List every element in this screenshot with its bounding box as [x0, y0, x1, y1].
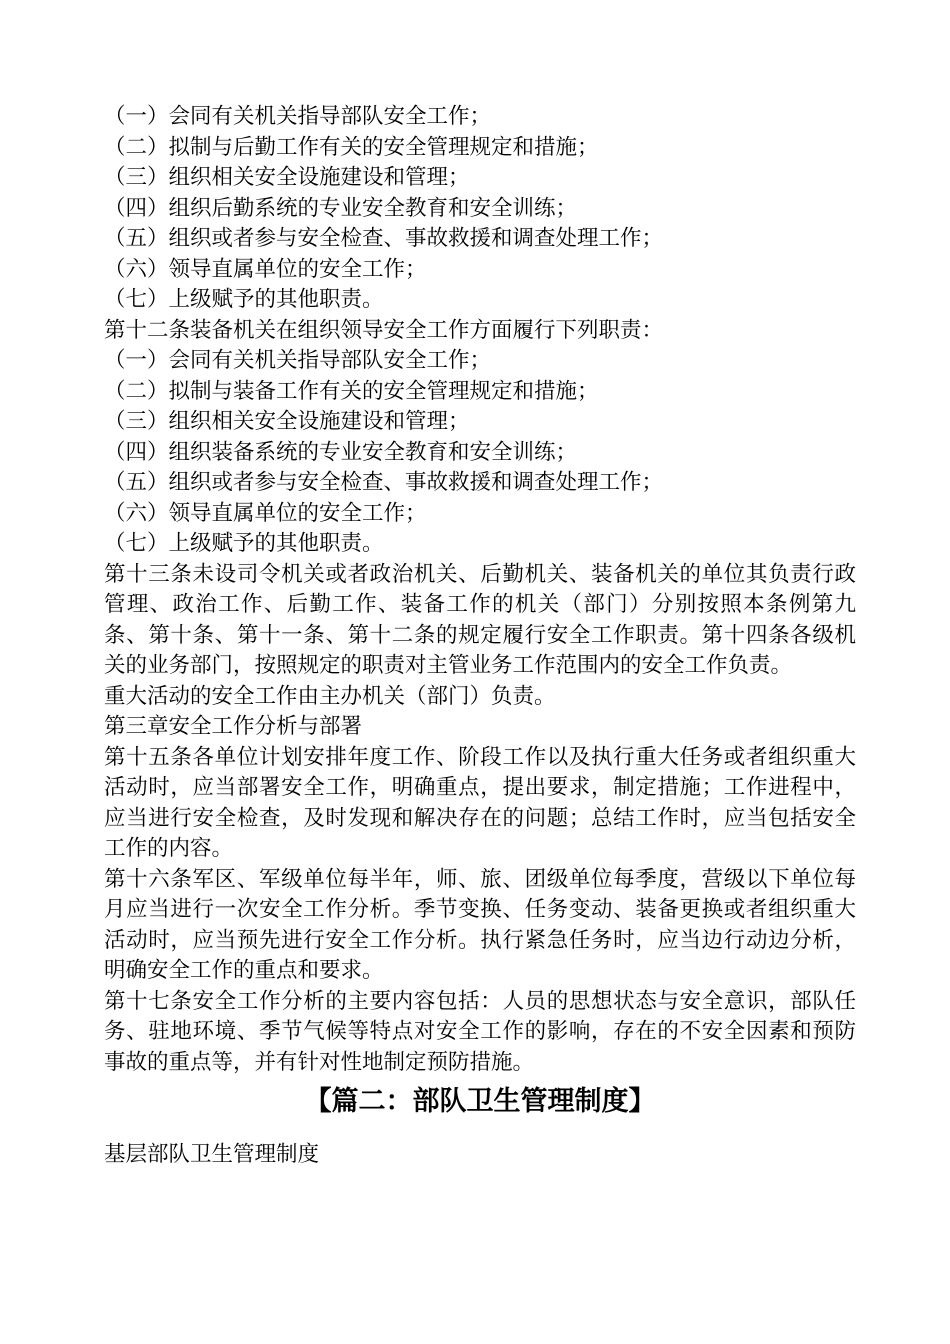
article-15-paragraph: 第十五条各单位计划安排年度工作、阶段工作以及执行重大任务或者组织重大活动时，应当部署安全工作，明确重点，提出要求，制定措施；工作进程中，应当进行安全检查，及时发现和解决存在的问题；总结工作时，应当包括安全工作的内容。: [104, 744, 856, 861]
list-item: （四）组织后勤系统的专业安全教育和安全训练；: [104, 195, 578, 221]
major-events-paragraph: 重大活动的安全工作由主办机关（部门）负责。: [104, 683, 556, 709]
list-item: （三）组织相关安全设施建设和管理；: [104, 165, 470, 190]
article-16-paragraph: 第十六条军区、军级单位每半年，师、旅、团级单位每季度，营级以下单位每月应当进行一次安全工作分析。季节变换、任务变动、装备更换或者组织重大活动时，应当预先进行安全工作分析。执行紧急任务时，应当边行动边分析，明确安全工作的重点和要求。: [104, 866, 856, 983]
list-item: （五）组织或者参与安全检查、事故救援和调查处理工作；: [104, 470, 664, 495]
list-item: （二）拟制与装备工作有关的安全管理规定和措施；: [104, 378, 599, 404]
list-item: （一）会同有关机关指导部队安全工作；: [104, 104, 492, 129]
list-item: （七）上级赋予的其他职责。: [104, 287, 384, 312]
list-item: （四）组织装备系统的专业安全教育和安全训练；: [104, 439, 578, 465]
list-item: （一）会同有关机关指导部队安全工作；: [104, 348, 492, 373]
list-item: （五）组织或者参与安全检查、事故救援和调查处理工作；: [104, 226, 664, 251]
list-item: （六）领导直属单位的安全工作；: [104, 256, 427, 282]
list-item: （七）上级赋予的其他职责。: [104, 531, 384, 556]
chapter-3-heading: 第三章安全工作分析与部署: [104, 714, 363, 739]
article-17-paragraph: 第十七条安全工作分析的主要内容包括：人员的思想状态与安全意识，部队任务、驻地环境、季节气候等特点对安全工作的影响，存在的不安全因素和预防事故的重点等，并有针对性地制定预防措施。: [104, 988, 856, 1075]
article-12-title: 第十二条装备机关在组织领导安全工作方面履行下列职责：: [104, 317, 664, 343]
list-item: （六）领导直属单位的安全工作；: [104, 500, 427, 526]
part-two-subtitle: 基层部队卫生管理制度: [104, 1142, 320, 1167]
part-two-heading: 【篇二：部队卫生管理制度】: [304, 1086, 656, 1117]
document-body: [104, 102, 856, 1171]
article-13-paragraph: 第十三条未设司令机关或者政治机关、后勤机关、装备机关的单位其负责行政管理、政治工作、后勤工作、装备工作的机关（部门）分别按照本条例第九条、第十条、第十一条、第十二条的规定履行安全工作职责。第十四条各级机关的业务部门，按照规定的职责对主管业务工作范围内的安全工作负责。: [104, 561, 856, 678]
list-item: （二）拟制与后勤工作有关的安全管理规定和措施；: [104, 134, 599, 160]
list-item: （三）组织相关安全设施建设和管理；: [104, 409, 470, 434]
